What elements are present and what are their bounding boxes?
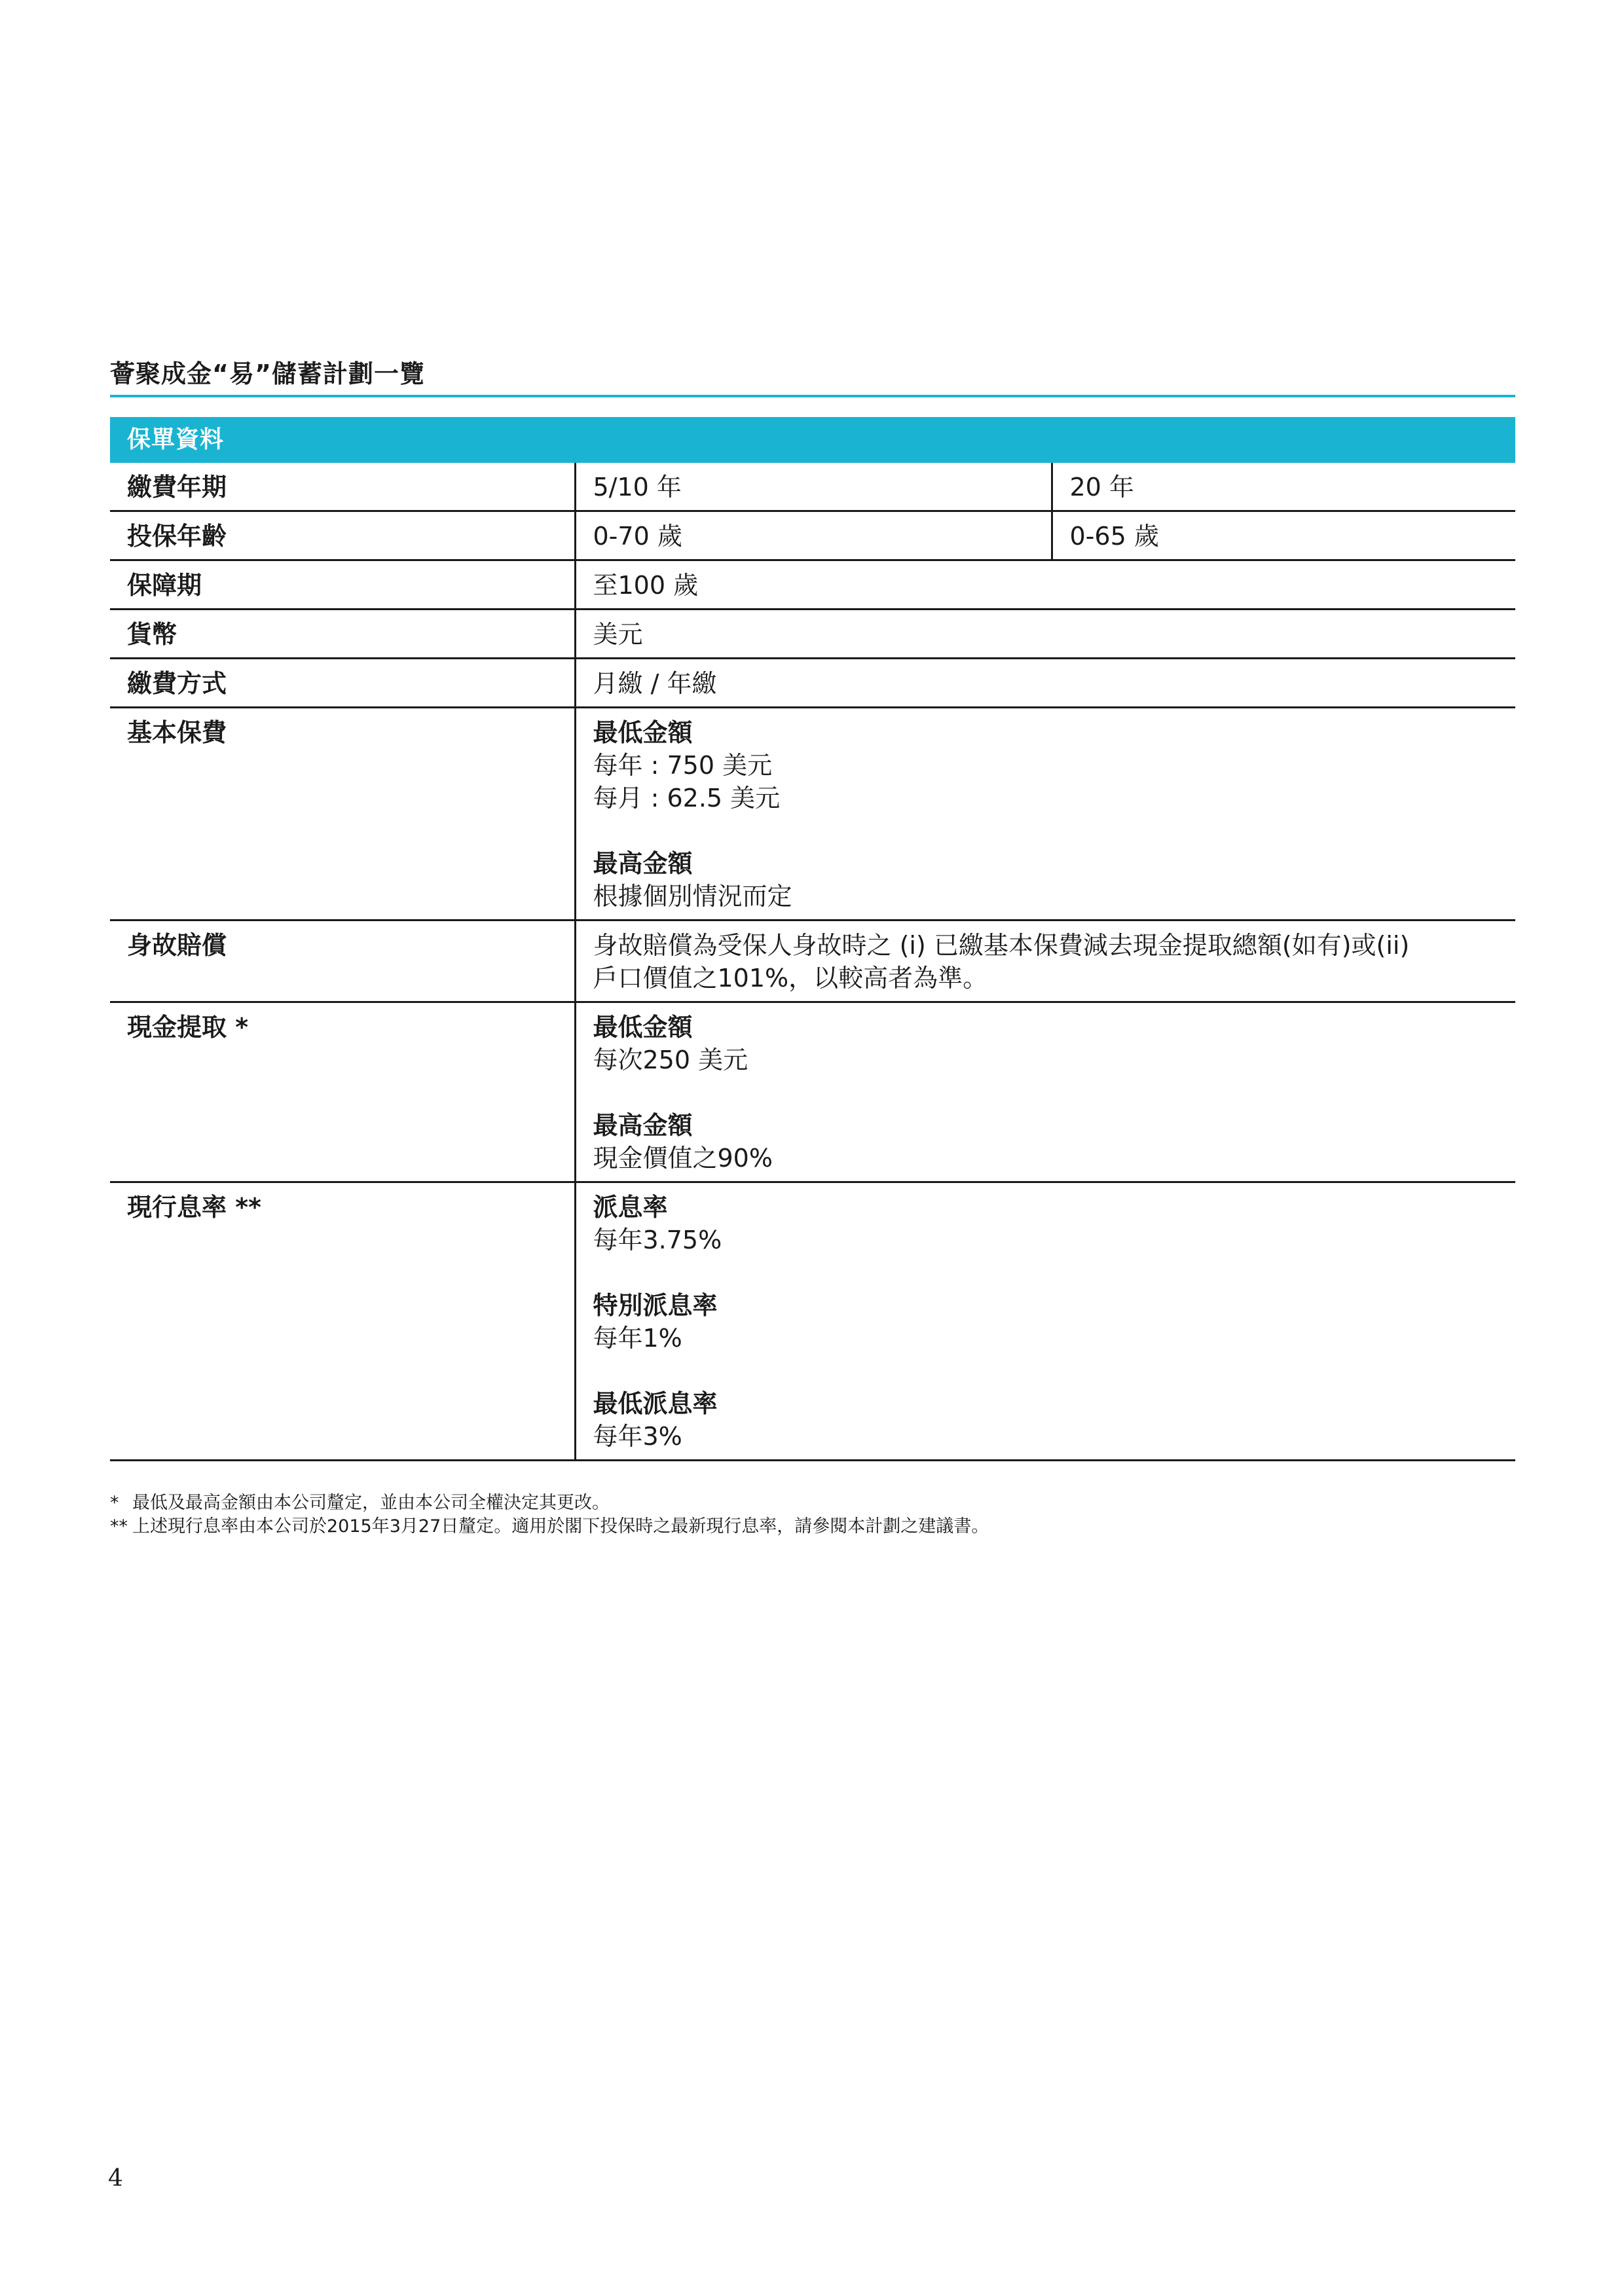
subheading: 最高金額 (593, 1111, 693, 1140)
row-label: 保障期 (110, 560, 575, 610)
footnote (110, 1515, 989, 1539)
table-row (110, 920, 1515, 1002)
title-divider (110, 395, 1515, 397)
footnote-mark: * (110, 1493, 119, 1513)
footnote-text: 最低及最高金額由本公司釐定，並由本公司全權決定其更改。 (132, 1493, 610, 1513)
value-line: 每年3.75% (593, 1226, 722, 1254)
page-title: 薈聚成金“易”儲蓄計劃一覽 (110, 359, 425, 388)
footnote-text: 上述現行息率由本公司於2015年3月27日釐定。適用於閣下投保時之最新現行息率，請參閱本計劃之建議書。 (132, 1516, 989, 1537)
row-value: 美元 (575, 610, 1515, 659)
subheading: 特別派息率 (593, 1291, 718, 1320)
row-label: 身故賠償 (110, 920, 575, 1002)
row-value (575, 920, 1515, 1002)
table-row (110, 511, 1515, 560)
table-row (110, 560, 1515, 610)
row-label: 繳費年期 (110, 463, 575, 511)
section-header: 保單資料 (110, 417, 1515, 463)
row-label: 投保年齡 (110, 511, 575, 560)
value-line: 現金價值之90% (593, 1144, 773, 1173)
value-line: 每次250 美元 (593, 1046, 748, 1074)
row-value (575, 1182, 1515, 1461)
value-line: 每年1% (593, 1324, 682, 1353)
table-row (110, 1002, 1515, 1182)
table-row (110, 463, 1515, 511)
spacer (593, 1355, 1500, 1387)
row-value: 0-70 歲 (575, 511, 1052, 560)
row-value (575, 1002, 1515, 1182)
value-line: 每年 : 750 美元 (593, 751, 773, 780)
row-label: 繳費方式 (110, 659, 575, 708)
footnote-mark: ** (110, 1516, 128, 1537)
value-line: 戶口價值之101%，以較高者為準。 (593, 964, 988, 993)
footnote (110, 1491, 989, 1515)
table-row (110, 659, 1515, 708)
row-label: 現金提取 * (110, 1002, 575, 1182)
table-row (110, 610, 1515, 659)
spacer (593, 1256, 1500, 1289)
value-line: 每月 : 62.5 美元 (593, 784, 781, 812)
row-value: 0-65 歲 (1052, 511, 1515, 560)
value-line: 根據個別情況而定 (593, 882, 792, 911)
table-row (110, 1182, 1515, 1461)
row-label: 現行息率 ** (110, 1182, 575, 1461)
row-label: 貨幣 (110, 610, 575, 659)
subheading: 最高金額 (593, 849, 693, 878)
subheading: 派息率 (593, 1193, 668, 1222)
value-line: 身故賠償為受保人身故時之 (i) 已繳基本保費減去現金提取總額(如有)或(ii) (593, 931, 1410, 960)
subheading: 最低金額 (593, 1013, 693, 1042)
row-value: 月繳 / 年繳 (575, 659, 1515, 708)
footnotes (110, 1491, 989, 1539)
spacer (593, 814, 1500, 847)
row-label: 基本保費 (110, 708, 575, 920)
spacer (593, 1076, 1500, 1109)
subheading: 最低金額 (593, 718, 693, 747)
policy-info-table (110, 463, 1515, 1461)
value-line: 每年3% (593, 1422, 682, 1451)
row-value: 20 年 (1052, 463, 1515, 511)
row-value: 5/10 年 (575, 463, 1052, 511)
page-number: 4 (108, 2165, 123, 2192)
row-value: 至100 歲 (575, 560, 1515, 610)
table-row (110, 708, 1515, 920)
subheading: 最低派息率 (593, 1389, 718, 1418)
row-value (575, 708, 1515, 920)
